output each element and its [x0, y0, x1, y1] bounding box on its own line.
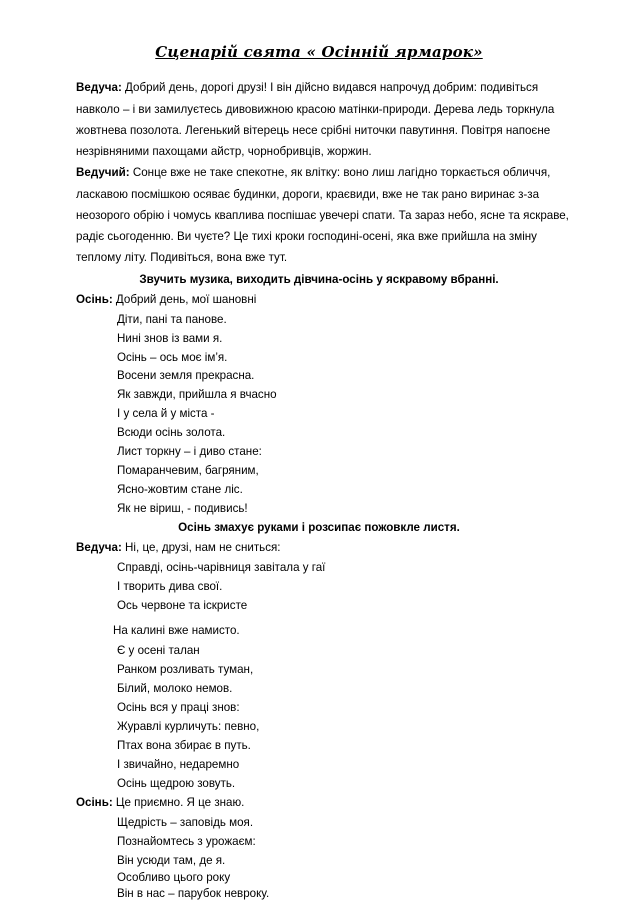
stage-direction: Осінь змахує руками і розсипає пожовкле листя. [178, 521, 460, 534]
text-line: Сонце вже не таке спекотне, як влітку: воно лиш лагідно торкається обличчя, [132, 166, 551, 179]
speaker-label: Ведуча: [76, 81, 122, 94]
paragraph-line [76, 541, 281, 555]
verse-line: Щедрість – заповідь моя. [117, 816, 254, 829]
verse-line: Справді, осінь-чарівниця завітала у гаї [117, 561, 326, 574]
paragraph-line [76, 293, 256, 307]
verse-line: Він усюди там, де я. [117, 854, 226, 867]
verse-line: На калині вже намисто. [113, 624, 240, 637]
verse-line: Діти, пані та панове. [117, 313, 227, 326]
speaker-label: Ведуча: [76, 541, 122, 554]
verse-line: Познайомтесь з урожаєм: [117, 835, 256, 848]
paragraph-line: незрівняними пахощами айстр, чорнобривців, жоржин. [76, 145, 372, 158]
verse-line: Журавлі курличуть: певно, [117, 720, 260, 733]
verse-line: Птах вона збирає в путь. [117, 739, 251, 752]
text-line: Добрий день, мої шановні [115, 293, 257, 306]
verse-line: Як завжди, прийшла я вчасно [117, 388, 277, 401]
speaker-label: Осінь: [76, 293, 113, 306]
paragraph-line [76, 81, 538, 95]
paragraph-line: радіє сьогоденню. Ви чуєте? Це тихі кроки господині-осені, яка вже прийшла на зміну [76, 230, 537, 243]
verse-line: І звичайно, недаремно [117, 758, 240, 771]
verse-line: Осінь – ось моє ім’я. [117, 351, 228, 364]
text-line: Ні, це, друзі, нам не сниться: [125, 541, 281, 554]
verse-line: Білий, молоко немов. [117, 682, 233, 695]
verse-line: Помаранчевим, багряним, [117, 464, 259, 477]
paragraph-line: навколо – і ви замилуєтесь дивовижною красою матінки-природи. Дерева ледь торкнула [76, 103, 555, 116]
verse-line: Ось червоне та іскристе [117, 599, 248, 612]
text-line: Це приємно. Я це знаю. [115, 796, 245, 809]
speaker-label: Ведучий: [76, 166, 130, 179]
verse-line: Осінь щедрою зовуть. [117, 777, 236, 790]
paragraph-line: ласкавою посмішкою осяває будинки, дороги, краєвиди, вже не так рано виринає з-за [76, 188, 540, 201]
verse-line: Ранком розливать туман, [117, 663, 254, 676]
verse-line: Він в нас – парубок невроку. [117, 887, 270, 900]
verse-line: Є у осені талан [117, 644, 200, 657]
verse-line: Всюди осінь золота. [117, 426, 226, 439]
verse-line: Особливо цього року [117, 871, 231, 884]
verse-line: Нині знов із вами я. [117, 332, 223, 345]
text-line: Добрий день, дорогі друзі! І він дійсно видався напрочуд добрим: подивіться [125, 81, 539, 94]
verse-line: Ясно-жовтим стане ліс. [117, 483, 243, 496]
verse-line: І у села й у міста - [117, 407, 215, 420]
verse-line: Як не віриш, - подивись! [117, 502, 248, 515]
verse-line: І творить дива свої. [117, 580, 223, 593]
document-title: Сценарій свята « Осінній ярмарок» [155, 43, 483, 61]
paragraph-line: неозорого обрію і чомусь кваплива поспішає увечері спати. Та зараз небо, ясне та яскраве, [76, 209, 569, 222]
paragraph-line: жовтнева позолота. Легенький вітерець несе срібні ниточки павутиння. Повітря напоєне [76, 124, 551, 137]
verse-line: Восени земля прекрасна. [117, 369, 255, 382]
verse-line: Лист торкну – і диво стане: [117, 445, 262, 458]
paragraph-line [76, 796, 244, 810]
speaker-label: Осінь: [76, 796, 113, 809]
verse-line: Осінь вся у праці знов: [117, 701, 240, 714]
paragraph-line: теплому літу. Подивіться, вона вже тут. [76, 251, 288, 264]
stage-direction: Звучить музика, виходить дівчина-осінь у яскравому вбранні. [139, 273, 499, 286]
paragraph-line [76, 166, 550, 180]
